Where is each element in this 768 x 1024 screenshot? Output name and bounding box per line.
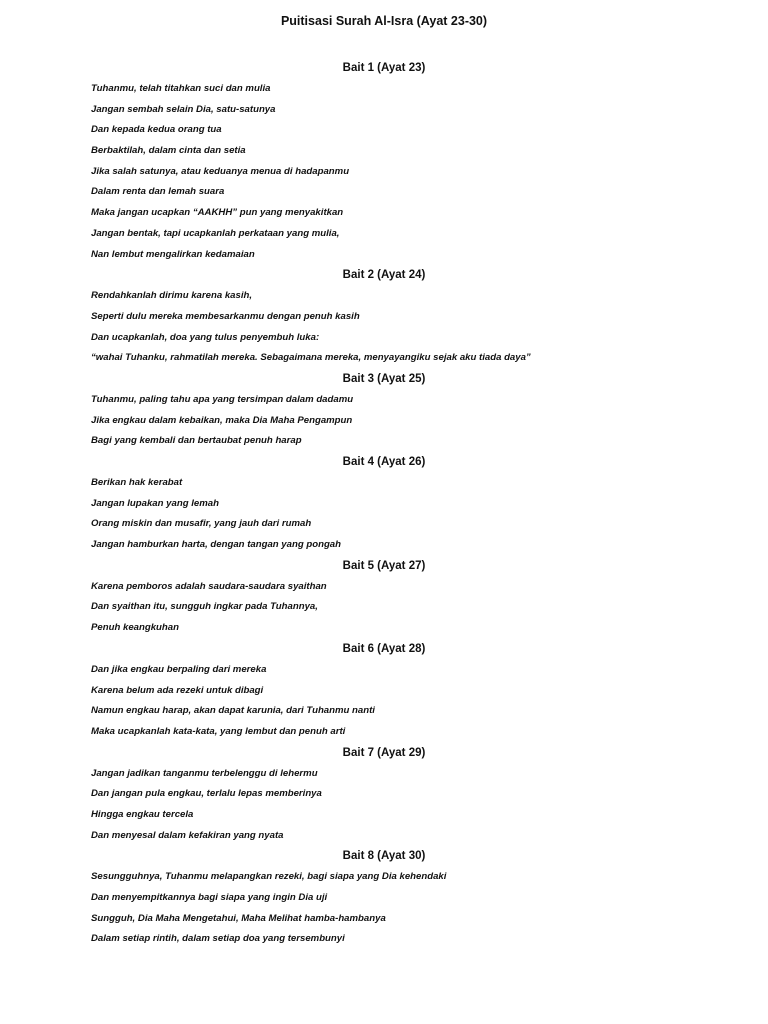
verse-line: Tuhanmu, telah titahkan suci dan mulia (91, 83, 271, 94)
stanza-8 (0, 846, 768, 950)
verse-line: Dan ucapkanlah, doa yang tulus penyembuh luka: (91, 331, 320, 343)
stanza-heading: Bait 7 (Ayat 29) (342, 746, 426, 759)
verse-line: Rendahkanlah dirimu karena kasih, (91, 290, 253, 302)
verse-line: Bagi yang kembali dan bertaubat penuh harap (91, 435, 302, 447)
verse-line: Dan menyempitkannya bagi siapa yang ingin Dia uji (91, 892, 328, 903)
verse-line: Karena pemboros adalah saudara-saudara syaithan (91, 580, 327, 592)
stanza-2 (0, 265, 768, 369)
verse-line: Jika engkau dalam kebaikan, maka Dia Maha Pengampun (91, 414, 353, 426)
verse-line: Jangan bentak, tapi ucapkanlah perkataan yang mulia, (91, 227, 340, 239)
verse-line: Orang miskin dan musafir, yang jauh dari rumah (91, 518, 312, 530)
poem-body (0, 58, 768, 950)
verse-line: Berbaktilah, dalam cinta dan setia (91, 145, 246, 157)
verse-line: Tuhanmu, paling tahu apa yang tersimpan dalam dadamu (91, 393, 354, 405)
stanza-heading: Bait 6 (Ayat 28) (342, 642, 426, 655)
stanza-heading: Bait 2 (Ayat 24) (342, 269, 426, 282)
verse-line: “wahai Tuhanku, rahmatilah mereka. Sebagaimana mereka, menyayangiku sejak aku tiada daya” (91, 352, 531, 364)
verse-line: Dan jangan pula engkau, terlalu lepas memberinya (91, 788, 322, 800)
verse-line: Hingga engkau tercela (91, 808, 194, 820)
verse-line: Penuh keangkuhan (91, 622, 179, 634)
verse-line: Dan syaithan itu, sungguh ingkar pada Tuhannya, (91, 601, 318, 613)
verse-line: Berikan hak kerabat (91, 477, 183, 488)
stanza-heading: Bait 3 (Ayat 25) (342, 372, 426, 385)
stanza-6 (0, 639, 768, 743)
verse-line: Jangan sembah selain Dia, satu-satunya (91, 103, 276, 115)
verse-line: Sesungguhnya, Tuhanmu melapangkan rezeki, bagi siapa yang Dia kehendaki (91, 871, 447, 883)
stanza-heading: Bait 5 (Ayat 27) (342, 559, 426, 572)
stanza-5 (0, 556, 768, 639)
verse-line: Dan kepada kedua orang tua (91, 124, 222, 136)
verse-line: Maka ucapkanlah kata-kata, yang lembut dan penuh arti (91, 725, 346, 737)
verse-line: Dan jika engkau berpaling dari mereka (91, 663, 267, 675)
verse-line: Namun engkau harap, akan dapat karunia, dari Tuhanmu nanti (91, 705, 375, 717)
stanza-heading: Bait 8 (Ayat 30) (342, 850, 426, 863)
document-title: Puitisasi Surah Al-Isra (Ayat 23-30) (280, 14, 488, 28)
verse-line: Dan menyesal dalam kefakiran yang nyata (91, 829, 284, 841)
stanza-heading: Bait 4 (Ayat 26) (342, 456, 426, 468)
verse-line: Sungguh, Dia Maha Mengetahui, Maha Melihat hamba-hambanya (91, 912, 386, 924)
verse-line: Jangan jadikan tanganmu terbelenggu di lehermu (91, 767, 318, 779)
stanza-1 (0, 58, 768, 265)
verse-line: Dalam setiap rintih, dalam setiap doa yang tersembunyi (91, 933, 345, 945)
stanza-heading: Bait 1 (Ayat 23) (342, 62, 426, 74)
verse-line: Dalam renta dan lemah suara (91, 186, 225, 198)
stanza-3 (0, 369, 768, 452)
verse-line: Karena belum ada rezeki untuk dibagi (91, 684, 264, 696)
verse-line: Seperti dulu mereka membesarkanmu dengan penuh kasih (91, 310, 360, 322)
verse-line: Jangan hamburkan harta, dengan tangan yang pongah (91, 539, 342, 551)
stanza-7 (0, 743, 768, 847)
verse-line: Jika salah satunya, atau keduanya menua di hadapanmu (91, 165, 350, 177)
stanza-4 (0, 452, 768, 556)
verse-line: Jangan lupakan yang lemah (91, 497, 219, 509)
verse-line: Maka jangan ucapkan “AAKHH” pun yang menyakitkan (91, 207, 344, 219)
verse-line: Nan lembut mengalirkan kedamaian (91, 248, 255, 260)
